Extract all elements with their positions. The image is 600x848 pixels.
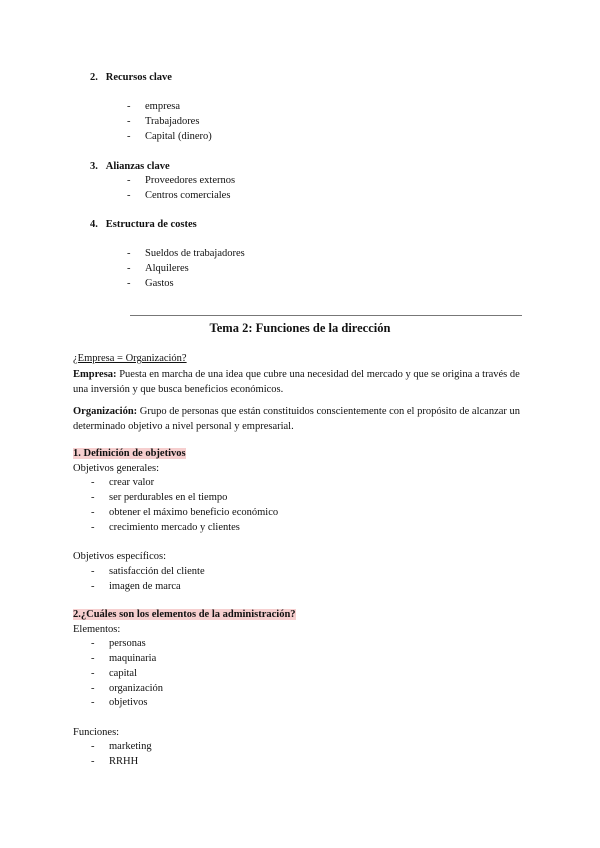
- section-2-heading: [90, 72, 172, 83]
- list-item: capital: [109, 668, 137, 679]
- section-2-number: 2.: [90, 72, 98, 83]
- objetivos-especificos-label: Objetivos específicos:: [73, 551, 167, 562]
- organizacion-text: Grupo de personas que están constituidos conscientemente con el propósito de alcanzar un determinado objetivo a nivel personal y empresarial.: [73, 406, 521, 432]
- section-4-heading: [90, 219, 197, 230]
- list-item: crecimiento mercado y clientes: [109, 522, 240, 533]
- bullet-dash: -: [127, 248, 131, 259]
- bullet-dash: -: [91, 507, 95, 518]
- bullet-dash: -: [91, 566, 95, 577]
- bullet-dash: -: [127, 101, 131, 112]
- bullet-dash: -: [127, 190, 131, 201]
- empresa-text: Puesta en marcha de una idea que cubre una necesidad del mercado y que se origina a través de una inversión y que busca beneficios económicos.: [73, 369, 520, 395]
- section-2-title: Recursos clave: [105, 72, 172, 83]
- section-3-number: 3.: [90, 161, 98, 172]
- list-item: Centros comerciales: [145, 190, 231, 201]
- organizacion-term: Organización:: [73, 406, 138, 417]
- list-item: Capital (dinero): [145, 131, 212, 142]
- empresa-definition: [73, 367, 523, 397]
- organizacion-definition: [73, 404, 523, 434]
- question-line: ¿Empresa = Organización?: [73, 353, 187, 364]
- section-4-number: 4.: [90, 219, 98, 230]
- bullet-dash: -: [91, 638, 95, 649]
- list-item: Proveedores externos: [145, 175, 236, 186]
- list-item: objetivos: [109, 697, 148, 708]
- funciones-label: Funciones:: [73, 727, 120, 738]
- bullet-dash: -: [91, 683, 95, 694]
- tema-title: Tema 2: Funciones de la dirección: [209, 321, 391, 335]
- bullet-dash: -: [91, 697, 95, 708]
- list-item: obtener el máximo beneficio económico: [109, 507, 279, 518]
- bullet-dash: -: [127, 131, 131, 142]
- bullet-dash: -: [127, 263, 131, 274]
- elementos-label: Elementos:: [73, 624, 121, 635]
- bullet-dash: -: [91, 741, 95, 752]
- list-item: satisfacción del cliente: [109, 566, 205, 577]
- list-item: empresa: [145, 101, 180, 112]
- section-3-title: Alianzas clave: [105, 161, 170, 172]
- section-4-title: Estructura de costes: [105, 219, 197, 230]
- list-item: organización: [109, 683, 164, 694]
- list-item: maquinaria: [109, 653, 157, 664]
- administracion-heading-text: 2.¿Cuáles son los elementos de la administración?: [73, 609, 296, 620]
- list-item: marketing: [109, 741, 152, 752]
- bullet-dash: -: [91, 668, 95, 679]
- objetivos-heading: [73, 448, 186, 459]
- list-item: Sueldos de trabajadores: [145, 248, 245, 259]
- bullet-dash: -: [127, 175, 131, 186]
- divider-line: [130, 315, 522, 316]
- bullet-dash: -: [91, 581, 95, 592]
- empresa-term: Empresa:: [73, 369, 117, 380]
- section-3-heading: [90, 161, 170, 172]
- objetivos-heading-text: 1. Definición de objetivos: [73, 448, 186, 459]
- list-item: Gastos: [145, 278, 174, 289]
- bullet-dash: -: [91, 492, 95, 503]
- list-item: personas: [109, 638, 146, 649]
- list-item: Trabajadores: [145, 116, 200, 127]
- list-item: RRHH: [109, 756, 139, 767]
- bullet-dash: -: [91, 653, 95, 664]
- list-item: Alquileres: [145, 263, 189, 274]
- objetivos-generales-label: Objetivos generales:: [73, 463, 160, 474]
- bullet-dash: -: [91, 522, 95, 533]
- bullet-dash: -: [127, 116, 131, 127]
- bullet-dash: -: [91, 756, 95, 767]
- administracion-heading: [73, 609, 296, 620]
- list-item: imagen de marca: [109, 581, 181, 592]
- bullet-dash: -: [91, 477, 95, 488]
- list-item: ser perdurables en el tiempo: [109, 492, 228, 503]
- list-item: crear valor: [109, 477, 155, 488]
- bullet-dash: -: [127, 278, 131, 289]
